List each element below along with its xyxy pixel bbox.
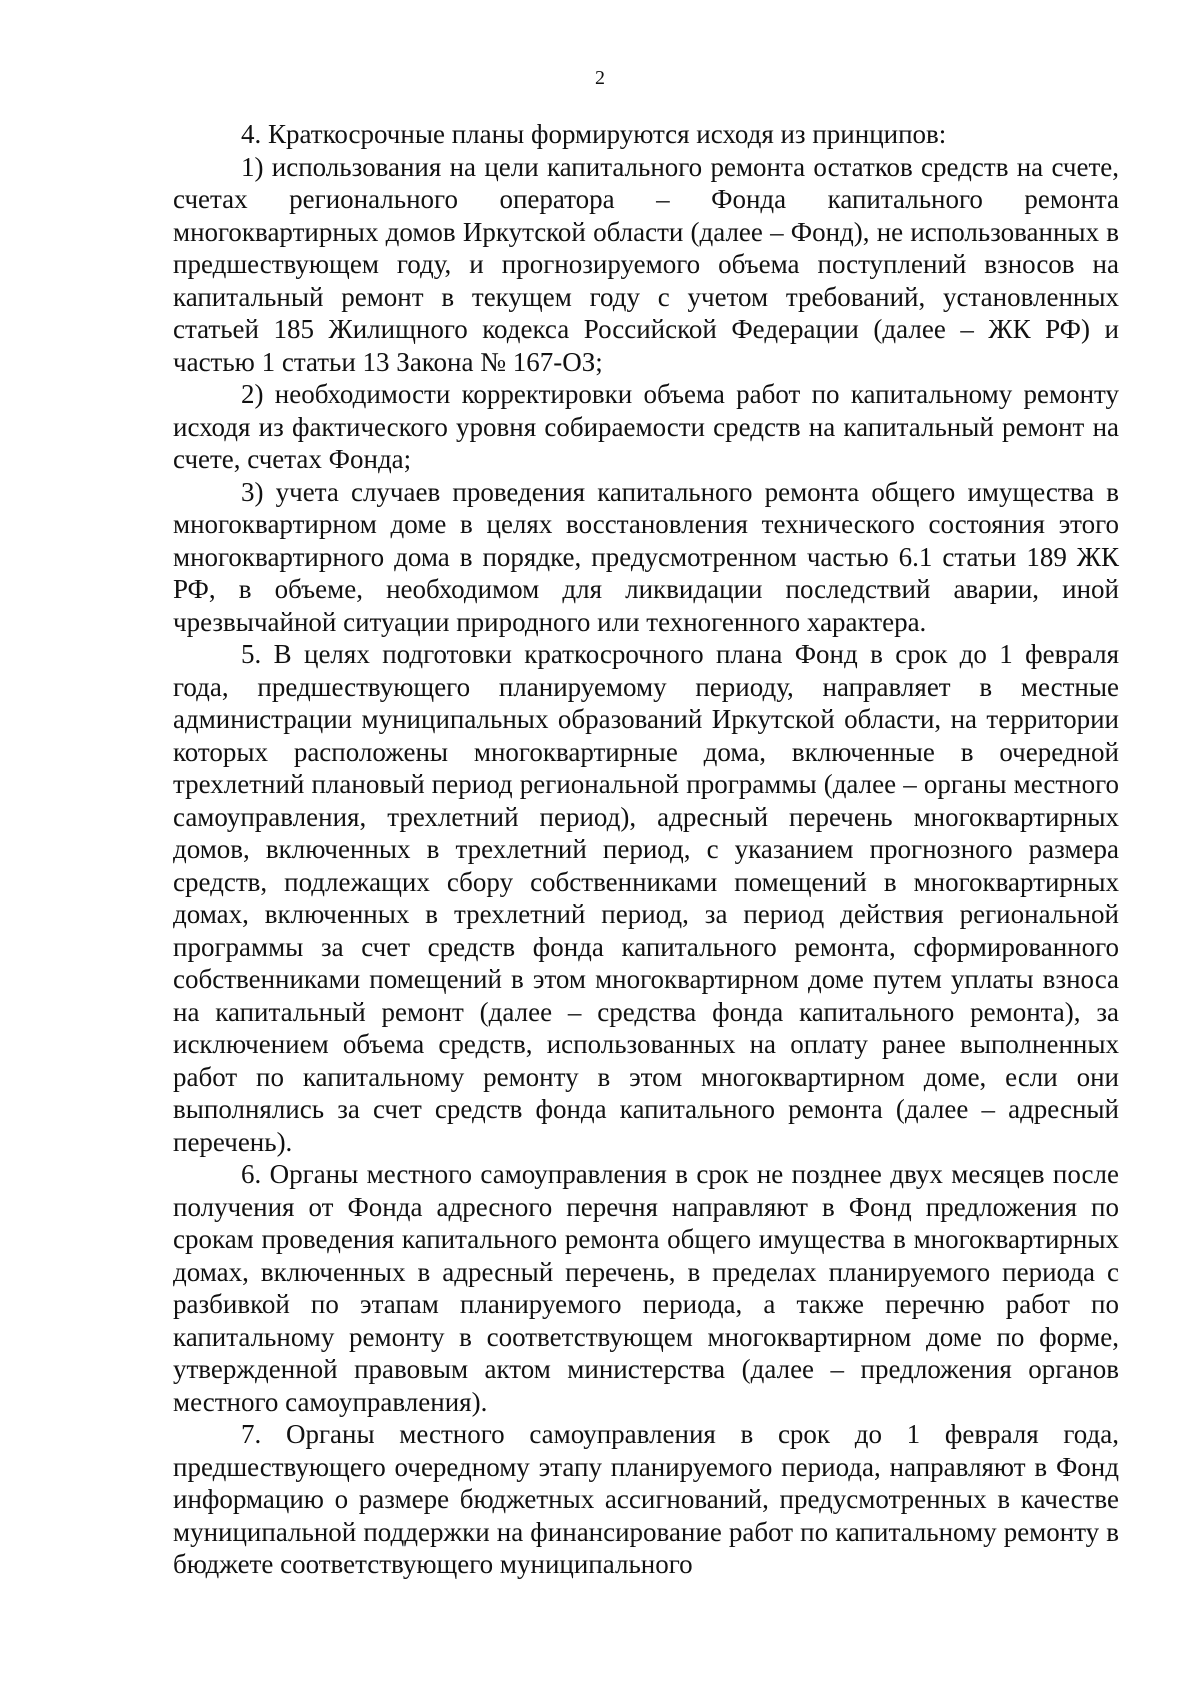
paragraph-4-2: 2) необходимости корректировки объема работ по капитальному ремонту исходя из фактического уровня собираемости средств на капитальный ремонт на счете, счетах Фонда; — [173, 379, 1119, 474]
paragraph-4-3: 3) учета случаев проведения капитального ремонта общего имущества в многоквартирном доме в целях восстановления технического состояния этого многоквартирного дома в порядке, предусмотренном частью 6.1 статьи 189 ЖК РФ, в объеме, необходимом для ликвидации последствий аварии, иной чрезвычайной ситуации природного или техногенного характера. — [173, 476, 1119, 637]
paragraph-5: 5. В целях подготовки краткосрочного плана Фонд в срок до 1 февраля года, предшествующего планируемому периоду, направляет в местные администрации муниципальных образований Иркутской области, на территории которых расположены многоквартирные дома, включенные в очередной трехлетний плановый период региональной программы (далее – органы местного самоуправления, трехлетний период), адресный перечень многоквартирных домов, включенных в трехлетний период, с указанием прогнозного размера средств, подлежащих сбору собственниками помещений в многоквартирных домах, включенных в трехлетний период, за период действия региональной программы за счет средств фонда капитального ремонта, сформированного собственниками помещений в этом многоквартирном доме путем уплаты взноса на капитальный ремонт (далее – средства фонда капитального ремонта), за исключением объема средств, использованных на оплату ранее выполненных работ по капитальному ремонту в этом многоквартирном доме, если они выполнялись за счет средств фонда капитального ремонта (далее – адресный перечень). — [173, 639, 1119, 1157]
paragraph-4-1: 1) использования на цели капитального ремонта остатков средств на счете, счетах регионального оператора – Фонда капитального ремонта многоквартирных домов Иркутской области (далее – Фонд), не использованных в предшествующем году, и прогнозируемого объема поступлений взносов на капитальный ремонт в текущем году с учетом требований, установленных статьей 185 Жилищного кодекса Российской Федерации (далее – ЖК РФ) и частью 1 статьи 13 Закона № 167-ОЗ; — [173, 151, 1119, 377]
page-number: 2 — [595, 67, 605, 89]
paragraph-7: 7. Органы местного самоуправления в срок до 1 февраля года, предшествующего очередному этапу планируемого периода, направляют в Фонд информацию о размере бюджетных ассигнований, предусмотренных в качестве муниципальной поддержки на финансирование работ по капитальному ремонту в бюджете соответствующего муниципального — [173, 1419, 1119, 1579]
paragraph-4: 4. Краткосрочные планы формируются исходя из принципов: — [241, 119, 947, 149]
document-body — [173, 118, 1119, 1581]
paragraph-6: 6. Органы местного самоуправления в срок не позднее двух месяцев после получения от Фонда адресного перечня направляют в Фонд предложения по срокам проведения капитального ремонта общего имущества в многоквартирных домах, включенных в адресный перечень, в пределах планируемого периода с разбивкой по этапам планируемого периода, а также перечню работ по капитальному ремонту в соответствующем многоквартирном доме по форме, утвержденной правовым актом министерства (далее – предложения органов местного самоуправления). — [173, 1159, 1119, 1417]
